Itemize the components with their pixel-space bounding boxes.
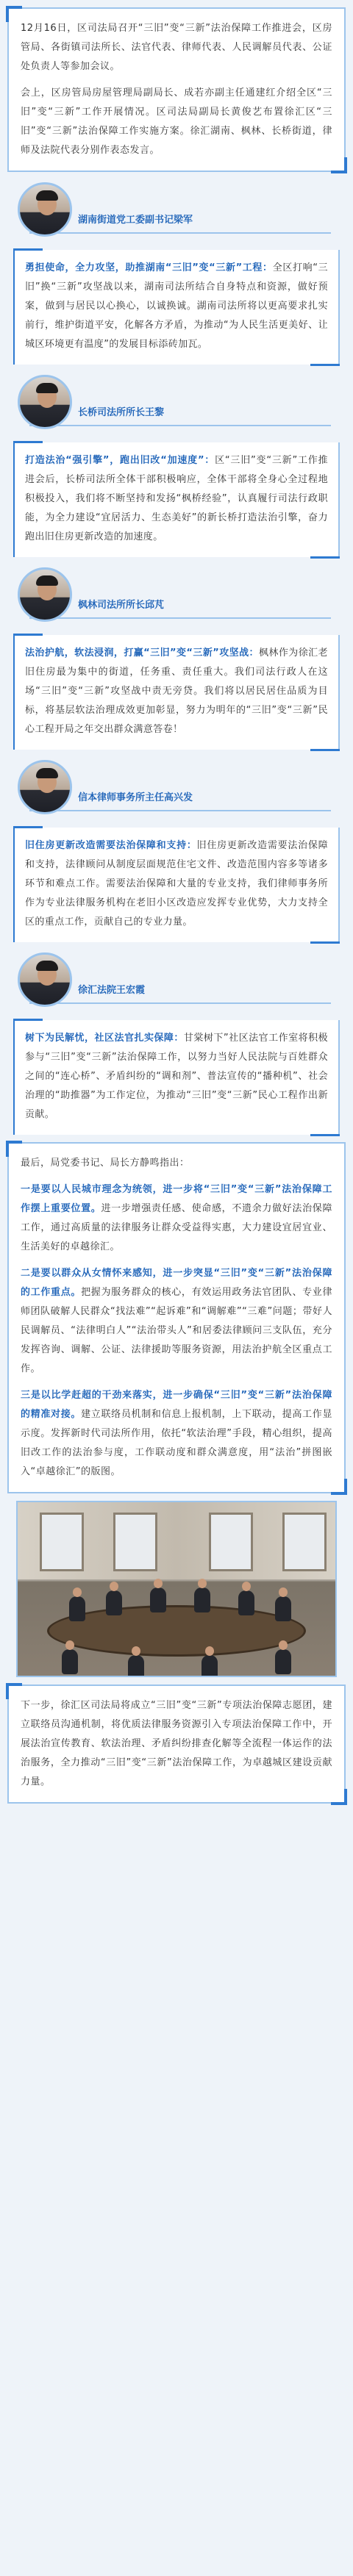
summary-card xyxy=(7,1142,346,1493)
point-body: 把握为服务群众的核心，有效运用政务法官团队、专业律师团队破解人民群众“找法难”“起诉难”和“调解难”“三难”问题；带好人民调解员、“法律明白人”“法治带头人”和居委法律顾问三支队伍，充分发挥咨询、调解、公证、法律援助等服务资源，用法治护航全区重点工作。 xyxy=(21,1287,332,1374)
summary-point-3 xyxy=(21,1386,332,1482)
statement-lead: 打造法治“强引擎”，跑出旧改“加速度”： xyxy=(25,455,215,466)
speaker-statement-5 xyxy=(13,1020,340,1135)
speaker-avatar xyxy=(18,182,72,237)
statement-body: 甘棠树下”社区法官工作室将积极参与“三旧”变“三新”法治保障工作，以努力当好人民法院与百姓群众之间的“连心桥”、矛盾纠纷的“调和剂”、普法宣传的“播种机”、社会治理的“助推器”为工作定位，为推动“三旧”变“三新”民心工程作出新贡献。 xyxy=(25,1033,328,1120)
speaker-header-3 xyxy=(7,564,346,628)
speaker-header-5 xyxy=(7,950,346,1013)
intro-card xyxy=(7,7,346,172)
closing-card xyxy=(7,1685,346,1804)
speaker-avatar xyxy=(18,375,72,429)
statement-lead: 旧住房更新改造需要法治保障和支持： xyxy=(25,840,197,851)
statement-lead: 勇担使命，全力攻坚，助推湖南“三旧”变“三新”工程： xyxy=(25,262,273,273)
speaker-name: 徐汇法院王宏霞 xyxy=(78,985,146,996)
point-lead: 三是以比学赶超的干劲来落实，进一步确保“三旧”变“三新”法治保障的精准对接。 xyxy=(21,1390,332,1420)
summary-point-2 xyxy=(21,1264,332,1379)
intro-paragraph-2: 会上，区房管局房屋管理局副局长、成若亦副主任通建红介绍全区“三旧”变“三新”工作开展情况。区司法局副局长黄俊艺布置徐汇区“三旧”变“三新”法治保障工作实施方案。徐汇湖南、枫林、长桥街道，律师及法院代表分别作表态发言。 xyxy=(21,87,332,156)
speaker-statement-1 xyxy=(13,250,340,365)
speaker-name: 长桥司法所所长王黎 xyxy=(78,407,165,418)
closing-paragraph: 下一步，徐汇区司法局将成立“三旧”变“三新”专项法治保障志愿团，建立联络员沟通机制，将优质法律服务资源引入专项法治保障工作中，开展法治宣传教育、软法治理、矛盾纠纷排查化解等全流程一体运作的法治服务，全力推动“三旧”变“三新”法治保障工作，为卓越城区建设贡献力量。 xyxy=(21,1700,332,1787)
speaker-avatar xyxy=(18,760,72,814)
meeting-photo xyxy=(16,1501,337,1677)
summary-intro: 最后，局党委书记、局长方静鸣指出： xyxy=(21,1158,190,1169)
speaker-name: 湖南街道党工委副书记梁军 xyxy=(78,215,193,226)
speaker-avatar xyxy=(18,567,72,622)
speaker-name: 枫林司法所所长邱芃 xyxy=(78,600,165,611)
point-lead: 二是要以群众从女情怀来感知，进一步突显“三旧”变“三新”法治保障的工作重点。 xyxy=(21,1268,332,1298)
statement-body: 区“三旧”变“三新”工作推进会后，长桥司法所全体干部积极响应，全体干部将全身心全过程地积极投入，我们将不断坚持和发扬“枫桥经验”，认真履行司法行政职能，为全力建设“宜居活力、生态美好”的新长桥打造法治引擎，奋力跑出旧住房更新改造的加速度。 xyxy=(25,455,329,542)
speaker-header-2 xyxy=(7,372,346,435)
speaker-statement-2 xyxy=(13,442,340,557)
statement-lead: 树下为民解忧，社区法官扎实保障： xyxy=(25,1033,184,1044)
speaker-header-4 xyxy=(7,757,346,820)
point-body: 建立联络员机制和信息上报机制，上下联动，提高工作显示度。发挥新时代司法所作用，依托“软法治理”手段，精心组织，提高旧改工作的法治参与度，工作联动度和群众满意度，用“法治”拼图嵌入“卓越徐汇”的版图。 xyxy=(21,1409,332,1477)
speaker-header-1 xyxy=(7,179,346,243)
statement-lead: 法治护航，软法浸润，打赢“三旧”变“三新”攻坚战： xyxy=(25,647,259,659)
speaker-name: 信本律师事务所主任高兴发 xyxy=(78,792,193,803)
statement-body: 旧住房更新改造需要法治保障和支持，法律顾问从制度层面规范住宅文件、改造范围内容多等诸多环节和难点工作。需要法治保障和大量的专业支持，我们律师事务所作为专业法律服务机构在老旧小区改造应发挥专业优势，大力支持全区的重点工作，贡献自己的专业力量。 xyxy=(25,840,328,928)
point-lead: 一是要以人民城市理念为统领，进一步将“三旧”变“三新”法治保障工作摆上重要位置。 xyxy=(21,1184,332,1214)
point-body: 进一步增强责任感、使命感，不遗余力做好法治保障工作，通过高质量的法律服务让群众受益得实惠，大力建设宜居宜业、生活美好的卓越徐汇。 xyxy=(21,1203,332,1252)
statement-body: 全区打响“三旧”换“三新”攻坚战以来，湖南司法所结合自身特点和资源，做好预案，做到与居民以心换心，以诚换诚。湖南司法所将以更高要求扎实前行，维护街道平安，化解各方矛盾，为推动“为人民生活更美好、让城区环境更有温度”的发展目标添砖加瓦。 xyxy=(25,262,328,350)
speaker-avatar xyxy=(18,952,72,1007)
summary-point-1 xyxy=(21,1180,332,1257)
statement-body: 枫林作为徐汇老旧住房最为集中的街道，任务重、责任重大。我们司法行政人在这场“三旧”变“三新”攻坚战中责无旁贷。我们将以居民居住品质为目标，将基层软法治理成效更加彰显，努力为明年的“三旧”变“三新”民心工程开局之年交出群众满意答卷！ xyxy=(25,647,328,735)
speaker-statement-3 xyxy=(13,635,340,750)
intro-paragraph-1: 12月16日，区司法局召开“三旧”变“三新”法治保障工作推进会，区房管局、各街镇司法所长、法官代表、律师代表、人民调解员代表、公证处负责人等参加会议。 xyxy=(21,23,332,72)
speaker-statement-4 xyxy=(13,828,340,942)
